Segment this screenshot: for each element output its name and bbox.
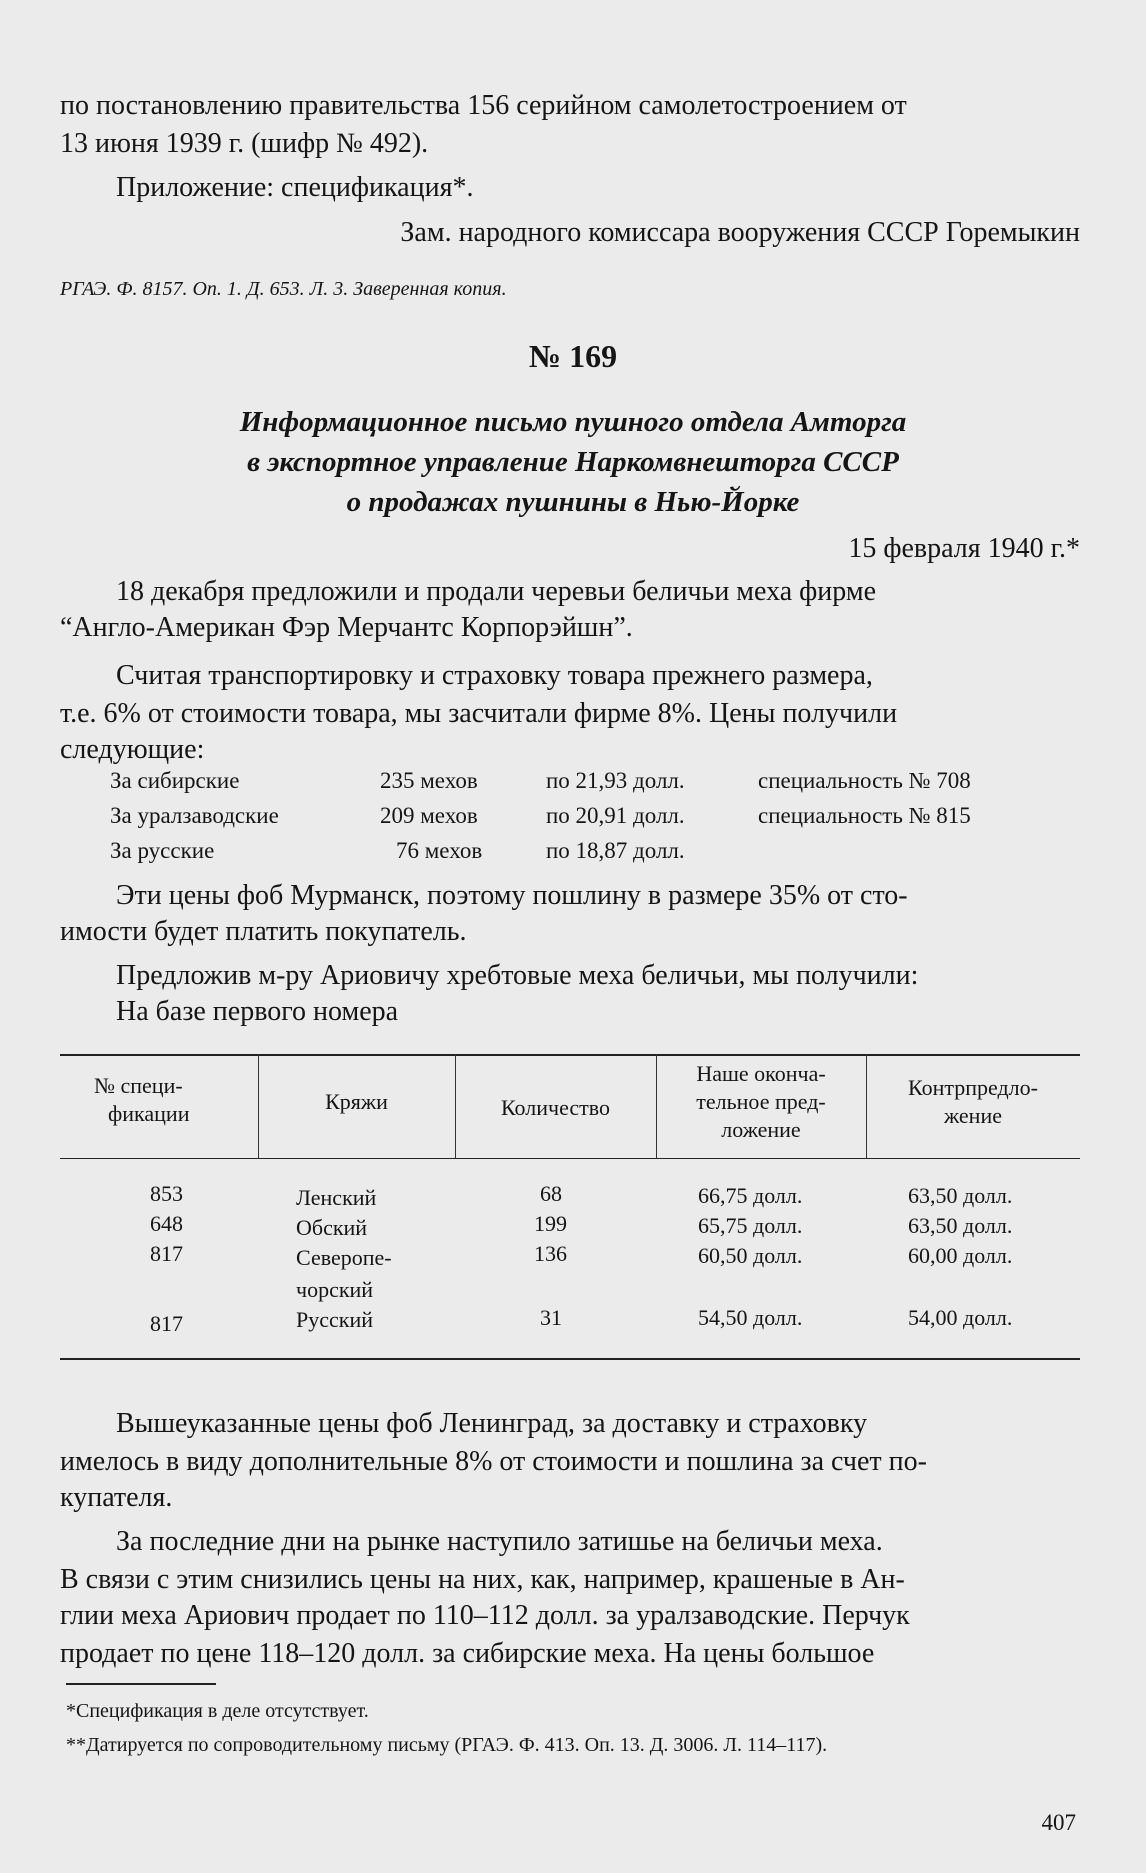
document-number: № 169 xyxy=(528,338,618,374)
para4-line1: Предложив м-ру Ариовичу хребтовые меха беличьи, мы получили: xyxy=(116,960,919,991)
para4-line2: На базе первого номера xyxy=(116,996,399,1027)
price-label: За русские xyxy=(110,838,215,863)
para2-line2: т.е. 6% от стоимости товара, мы засчитали фирме 8%. Цены получили xyxy=(60,698,898,729)
cell-offer: 54,50 долл. xyxy=(698,1305,803,1330)
intro-line-2: 13 июня 1939 г. (шифр № 492). xyxy=(60,128,429,159)
para6-line3: глии меха Ариович продает по 110–112 долл. за уралзаводские. Перчук xyxy=(60,1600,910,1631)
para3-line2: имости будет платить покупатель. xyxy=(60,916,467,947)
cell-kryazh-cont: чорский xyxy=(296,1277,374,1302)
para5-line2: имелось в виду дополнительные 8% от стоимости и пошлина за счет по- xyxy=(60,1446,927,1477)
cell-spec: 853 xyxy=(150,1181,183,1206)
para5-line3: купателя. xyxy=(60,1482,173,1513)
cell-counter: 60,00 долл. xyxy=(908,1243,1013,1268)
cell-offer: 66,75 долл. xyxy=(698,1183,803,1208)
header-counter: Контрпредло- жение xyxy=(908,1075,1038,1128)
price-label: За уралзаводские xyxy=(110,803,279,828)
cell-kryazh: Русский xyxy=(296,1307,373,1332)
header-offer: Наше оконча- тельное пред- ложение xyxy=(696,1061,826,1142)
signature: Зам. народного комиссара вооружения СССР Горемыкин xyxy=(400,217,1080,248)
para1-line2: “Англо-Американ Фэр Мерчантс Корпорэйшн”. xyxy=(60,612,633,643)
para6-line2: В связи с этим снизились цены на них, как, например, крашеные в Ан- xyxy=(60,1564,905,1595)
para3-line1: Эти цены фоб Мурманск, поэтому пошлину в размере 35% от сто- xyxy=(116,880,908,911)
footnote-2: **Датируется по сопроводительному письму (РГАЭ. Ф. 413. Оп. 13. Д. 3006. Л. 114–117). xyxy=(66,1734,828,1756)
para1-line1: 18 декабря предложили и продали черевьи беличьи меха фирме xyxy=(116,576,876,607)
cell-spec: 648 xyxy=(150,1211,183,1236)
title-line-2: в экспортное управление Наркомвнешторга СССР xyxy=(247,446,899,478)
cell-counter: 63,50 долл. xyxy=(908,1213,1013,1238)
header-quantity: Количество xyxy=(500,1095,611,1120)
para6-line1: За последние дни на рынке наступило затишье на беличьи меха. xyxy=(116,1526,883,1557)
para5-line1: Вышеуказанные цены фоб Ленинград, за доставку и страховку xyxy=(116,1408,868,1439)
cell-counter: 54,00 долл. xyxy=(908,1305,1013,1330)
price-qty: 235 мехов xyxy=(380,768,478,793)
cell-qty: 68 xyxy=(540,1181,562,1206)
cell-spec: 817 xyxy=(150,1241,183,1266)
intro-line-1: по постановлению правительства 156 серийном самолетостроением от xyxy=(60,90,907,121)
title-line-3: о продажах пушнины в Нью-Йорке xyxy=(346,486,800,518)
para2-line3: следующие: xyxy=(60,734,205,765)
price-value: по 20,91 долл. xyxy=(546,803,685,828)
price-value: по 21,93 долл. xyxy=(546,768,685,793)
price-qty: 209 мехов xyxy=(380,803,478,828)
page-number: 407 xyxy=(1041,1810,1076,1835)
header-spec: № специ- фикации xyxy=(94,1073,190,1126)
cell-qty: 136 xyxy=(534,1241,567,1266)
para2-line1: Считая транспортировку и страховку товара прежнего размера, xyxy=(116,660,873,691)
header-kryazh: Кряжи xyxy=(325,1089,388,1114)
document-date: 15 февраля 1940 г.* xyxy=(848,533,1080,564)
attachment-line: Приложение: спецификация*. xyxy=(116,172,474,203)
price-spec: специальность № 815 xyxy=(758,803,971,828)
table-top-rule xyxy=(60,1054,1080,1056)
footnote-1: *Спецификация в деле отсутствует. xyxy=(66,1700,369,1722)
cell-qty: 31 xyxy=(540,1305,562,1330)
table-header-rule xyxy=(60,1158,1080,1159)
cell-kryazh: Северопе- xyxy=(296,1245,392,1270)
cell-counter: 63,50 долл. xyxy=(908,1183,1013,1208)
title-line-1: Информационное письмо пушного отдела Амторга xyxy=(239,406,907,438)
table-bottom-rule xyxy=(60,1358,1080,1360)
cell-offer: 60,50 долл. xyxy=(698,1243,803,1268)
price-qty: 76 мехов xyxy=(396,838,483,863)
cell-offer: 65,75 долл. xyxy=(698,1213,803,1238)
cell-qty: 199 xyxy=(534,1211,567,1236)
footnote-rule xyxy=(66,1683,216,1685)
document-title xyxy=(0,402,1146,522)
cell-kryazh: Ленский xyxy=(296,1185,377,1210)
price-value: по 18,87 долл. xyxy=(546,838,685,863)
archive-source: РГАЭ. Ф. 8157. Оп. 1. Д. 653. Л. 3. Заверенная копия. xyxy=(60,278,507,300)
cell-spec: 817 xyxy=(150,1311,183,1336)
cell-kryazh: Обский xyxy=(296,1215,368,1240)
price-label: За сибирские xyxy=(110,768,240,793)
price-spec: специальность № 708 xyxy=(758,768,971,793)
para6-line4: продает по цене 118–120 долл. за сибирские меха. На цены большое xyxy=(60,1638,875,1669)
